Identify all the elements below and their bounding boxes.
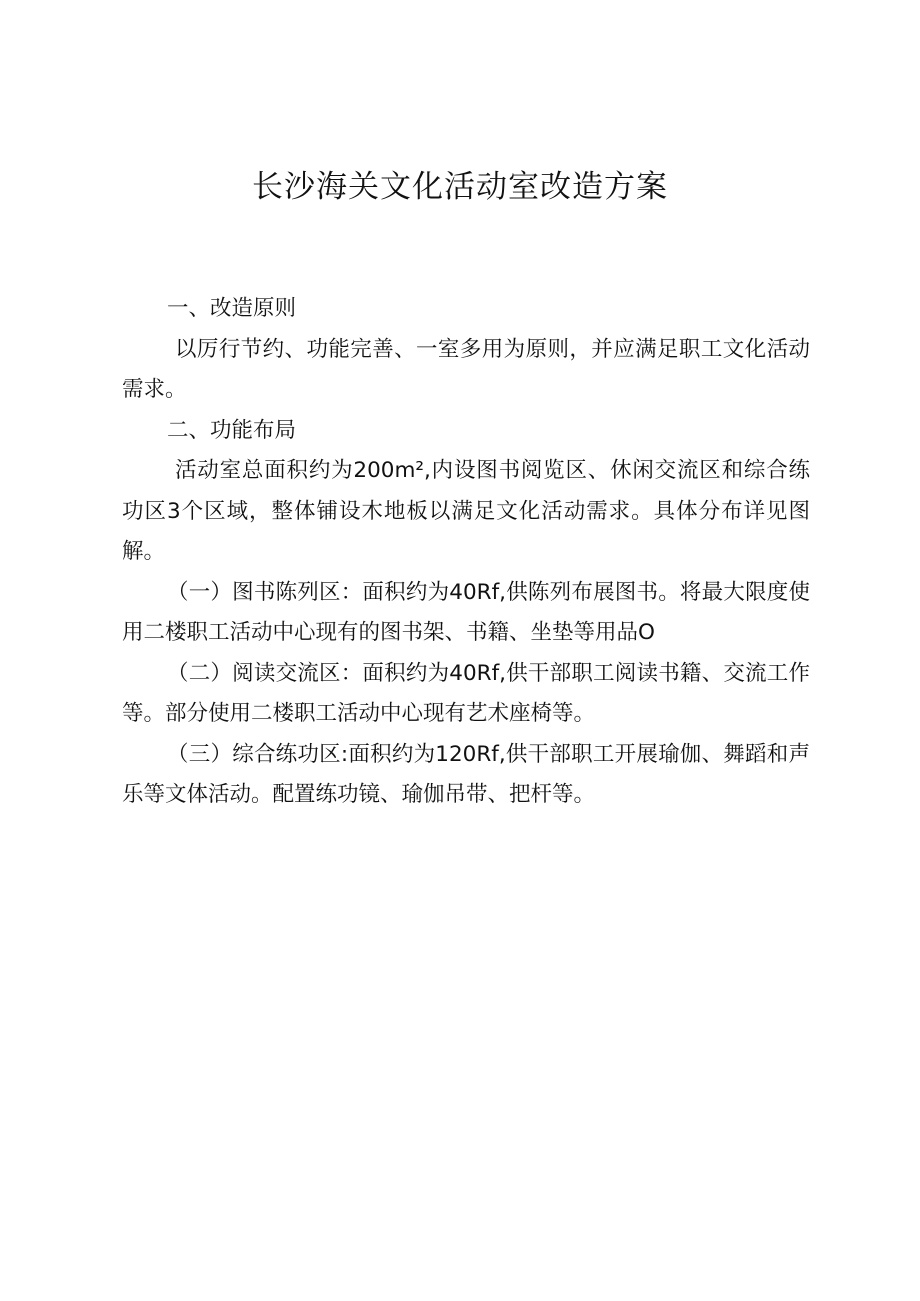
subsection-training-area: （三）综合练功区:面积约为120Rf,供干部职工开展瑜伽、舞蹈和声乐等文体活动。配置练功镜、瑜伽吊带、把杆等。 (122, 741, 810, 807)
subsection-book-display: （一）图书陈列区：面积约为40Rf,供陈列布展图书。将最大限度使用二楼职工活动中心现有的图书架、书籍、坐垫等用品O (122, 579, 810, 645)
document-title: 长沙海关文化活动室改造方案 (252, 169, 668, 205)
subsection-reading-exchange: （二）阅读交流区：面积约为40Rf,供干部职工阅读书籍、交流工作等。部分使用二楼职工活动中心现有艺术座椅等。 (122, 660, 810, 726)
document-body (122, 289, 810, 816)
section-paragraph-principles: 以厉行节约、功能完善、一室多用为原则，并应满足职工文化活动需求。 (122, 336, 810, 402)
section-heading-layout: 二、功能布局 (167, 417, 297, 443)
section-paragraph-layout: 活动室总面积约为200m²,内设图书阅览区、休闲交流区和综合练功区3个区域，整体铺设木地板以满足文化活动需求。具体分布详见图解。 (122, 458, 810, 564)
section-heading-principles: 一、改造原则 (167, 296, 297, 321)
